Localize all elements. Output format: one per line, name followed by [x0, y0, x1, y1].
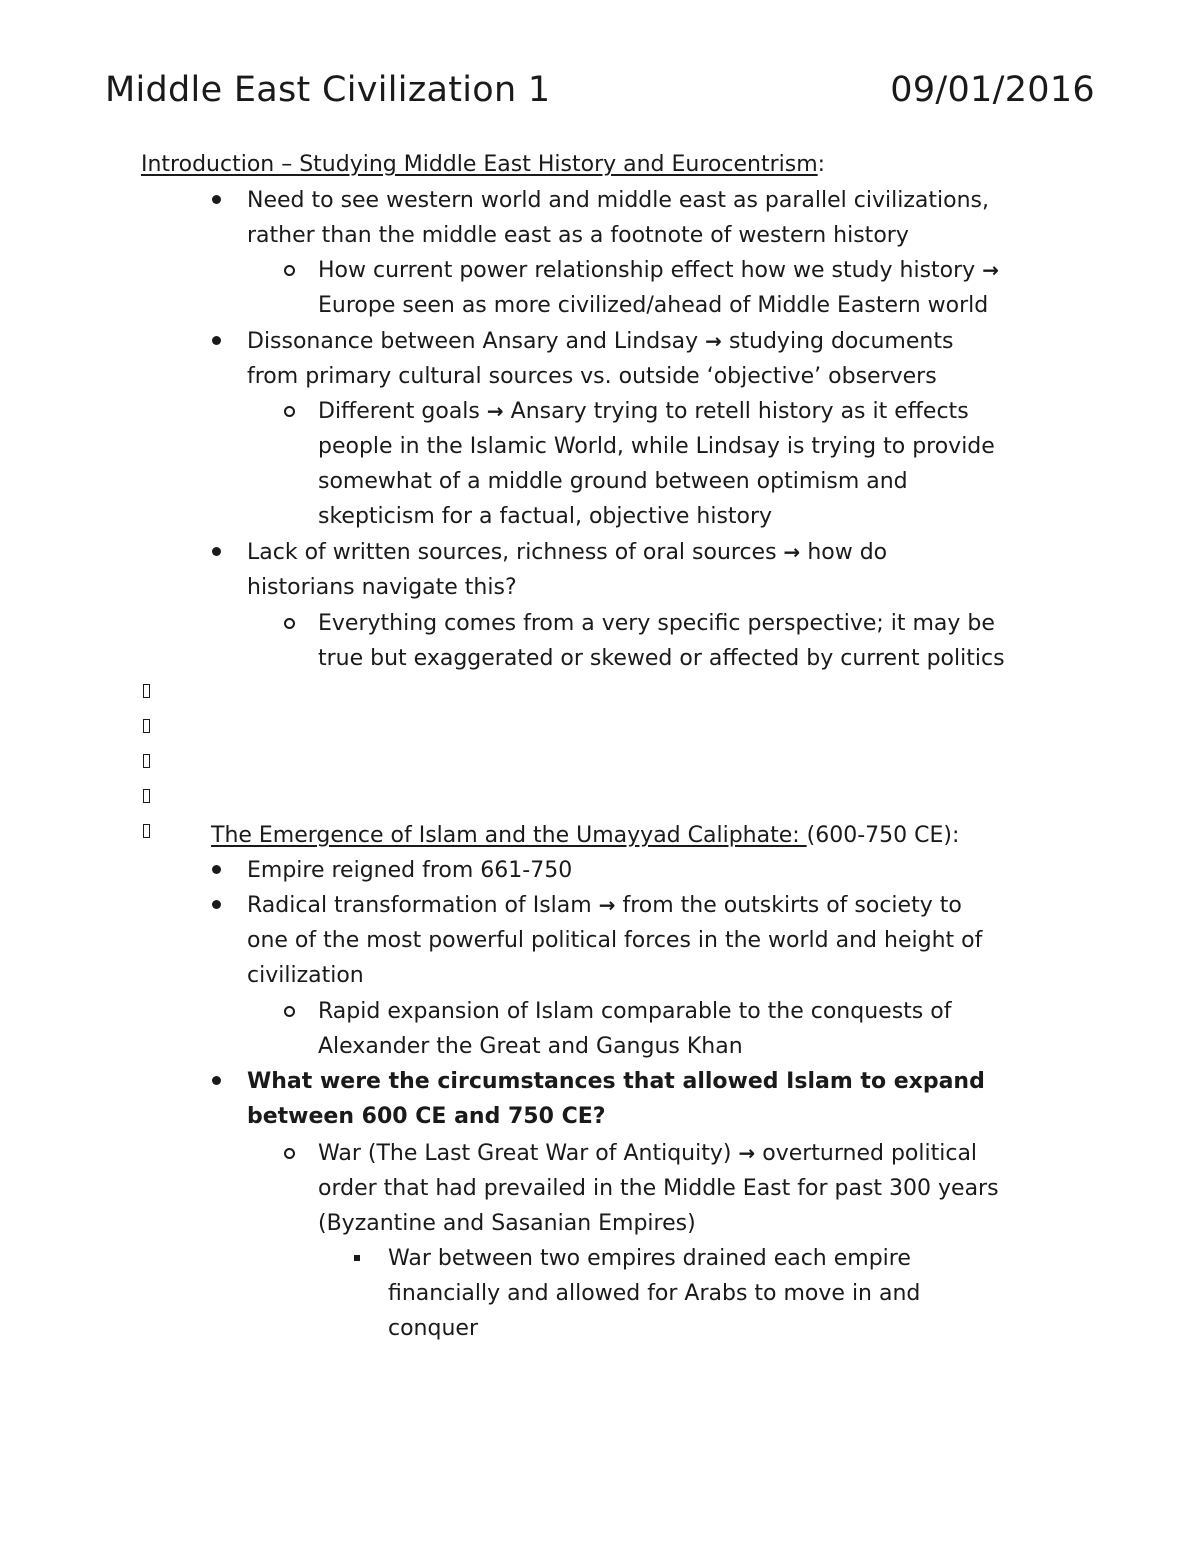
missing-glyph-icon	[143, 754, 150, 768]
section-heading-introduction: Introduction – Studying Middle East History and Eurocentrism:	[141, 152, 826, 177]
list-item-line: one of the most powerful political forces in the world and height of	[247, 928, 983, 953]
bullet-disc-icon	[212, 547, 221, 556]
document-title: Middle East Civilization 1	[105, 70, 551, 110]
bullet-disc-icon	[212, 865, 221, 874]
list-item-line: Lack of written sources, richness of oral sources → how do	[247, 540, 888, 565]
list-item-line: Everything comes from a very specific perspective; it may be	[318, 611, 995, 636]
bullet-disc-icon	[212, 336, 221, 345]
list-item-line: How current power relationship effect how we study history →	[318, 258, 999, 283]
list-item-line: rather than the middle east as a footnote of western history	[247, 223, 909, 248]
bullet-disc-icon	[212, 900, 221, 909]
list-item-line: War (The Last Great War of Antiquity) → overturned political	[318, 1141, 978, 1166]
list-item-line: Radical transformation of Islam → from the outskirts of society to	[247, 893, 962, 918]
list-item-line: somewhat of a middle ground between optimism and	[318, 469, 908, 494]
list-item-line: War between two empires drained each empire	[388, 1246, 911, 1271]
arrow-right-icon: →	[705, 329, 722, 353]
arrow-right-icon: →	[598, 893, 616, 917]
list-item-line: Empire reigned from 661-750	[247, 858, 573, 883]
bullet-circle-icon	[284, 1006, 295, 1017]
list-item-line: historians navigate this?	[247, 575, 517, 600]
missing-glyph-icon	[143, 684, 150, 698]
list-item-line: financially and allowed for Arabs to move in and	[388, 1281, 921, 1306]
missing-glyph-icon	[143, 824, 150, 838]
list-item-line: conquer	[388, 1316, 478, 1341]
arrow-right-icon: →	[982, 258, 999, 282]
bullet-circle-icon	[284, 406, 295, 417]
page-header	[105, 70, 1095, 120]
list-item-line-bold: What were the circumstances that allowed Islam to expand	[247, 1069, 985, 1094]
list-item-line: Different goals → Ansary trying to retell history as it effects	[318, 399, 969, 424]
bullet-circle-icon	[284, 1148, 295, 1159]
list-item-line: true but exaggerated or skewed or affected by current politics	[318, 646, 1005, 671]
list-item-line: Alexander the Great and Gangus Khan	[318, 1034, 743, 1059]
bullet-square-icon	[354, 1255, 360, 1261]
missing-glyph-icon	[143, 719, 150, 733]
missing-glyph-icon	[143, 789, 150, 803]
list-item-line: people in the Islamic World, while Lindsay is trying to provide	[318, 434, 995, 459]
list-item-line: Rapid expansion of Islam comparable to the conquests of	[318, 999, 952, 1024]
list-item-line: order that had prevailed in the Middle East for past 300 years	[318, 1176, 999, 1201]
list-item-line: Need to see western world and middle east as parallel civilizations,	[247, 188, 989, 213]
list-item-line: from primary cultural sources vs. outside ‘objective’ observers	[247, 364, 937, 389]
arrow-right-icon: →	[486, 399, 504, 423]
bullet-disc-icon	[212, 1076, 221, 1085]
list-item-line-bold: between 600 CE and 750 CE?	[247, 1104, 606, 1129]
list-item-line: skepticism for a factual, objective history	[318, 504, 773, 529]
section-heading-emergence-of-islam: The Emergence of Islam and the Umayyad Caliphate: (600-750 CE):	[211, 823, 960, 848]
arrow-right-icon: →	[783, 540, 801, 564]
document-date: 09/01/2016	[890, 70, 1095, 110]
bullet-circle-icon	[284, 265, 295, 276]
bullet-disc-icon	[212, 195, 221, 204]
arrow-right-icon: →	[738, 1141, 756, 1165]
list-item-line: civilization	[247, 963, 364, 988]
bullet-circle-icon	[284, 618, 295, 629]
list-item-line: Europe seen as more civilized/ahead of Middle Eastern world	[318, 293, 989, 318]
list-item-line: (Byzantine and Sasanian Empires)	[318, 1211, 696, 1236]
list-item-line: Dissonance between Ansary and Lindsay → studying documents	[247, 329, 954, 354]
